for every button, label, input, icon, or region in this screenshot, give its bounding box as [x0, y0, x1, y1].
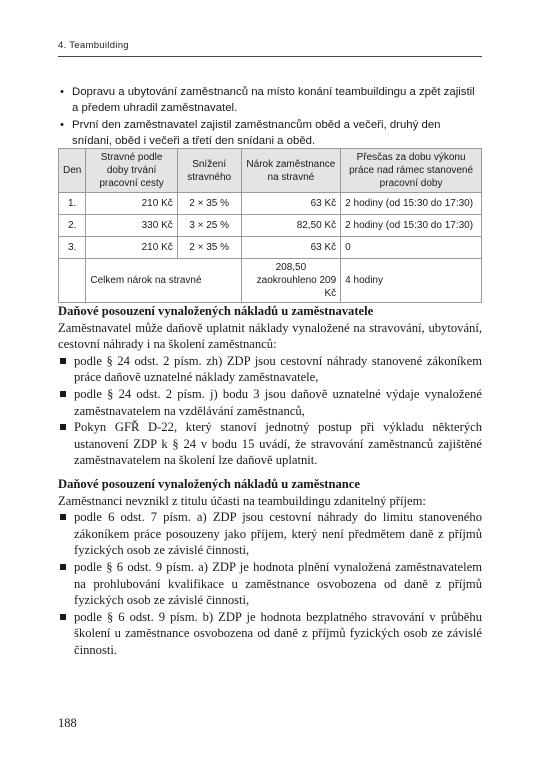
- table-row: [59, 215, 482, 237]
- section-list: [58, 353, 482, 469]
- cell-entitlement: 63 Kč: [241, 237, 341, 259]
- cell-entitlement: 63 Kč: [241, 193, 341, 215]
- cell-total-overtime: 4 hodiny: [341, 259, 482, 303]
- cell-overtime: 0: [341, 237, 482, 259]
- square-bullet-icon: [60, 358, 66, 364]
- cell-day: 1.: [59, 193, 86, 215]
- intro-bullet-list: [58, 84, 482, 150]
- table-header-row: [59, 149, 482, 193]
- column-header-day: Den: [59, 149, 86, 193]
- meal-allowance-table: [58, 148, 482, 303]
- intro-bullet-item: • Dopravu a ubytování zaměstnanců na místo konání teambuildingu a zpět zajistil a předem uhradil zaměstnavatel.: [60, 86, 475, 114]
- column-header-entitlement: Nárok zaměstnance na stravné: [241, 149, 341, 193]
- employee-section: [58, 476, 482, 659]
- running-head: 4. Teambuilding: [58, 40, 129, 51]
- cell-day: 3.: [59, 237, 86, 259]
- section-intro: Zaměstnanci nevznikl z titulu účasti na teambuildingu zdanitelný příjem:: [58, 493, 426, 508]
- square-bullet-icon: [60, 514, 66, 520]
- list-item: podle § 24 odst. 2 písm. j) bodu 3 jsou daňově uznatelné výdaje vynaložené zaměstnavatelem na vzdělávání zaměstnanců,: [58, 386, 482, 419]
- cell-total-label: Celkem nárok na stravné: [86, 259, 241, 303]
- table-row: [59, 193, 482, 215]
- cell-allowance: 330 Kč: [86, 215, 177, 237]
- column-header-allowance: Stravné podle doby trvání pracovní cesty: [86, 149, 177, 193]
- cell-overtime: 2 hodiny (od 15:30 do 17:30): [341, 193, 482, 215]
- section-list: [58, 509, 482, 658]
- list-item: podle § 24 odst. 2 písm. zh) ZDP jsou cestovní náhrady stanovené zákoníkem práce daňově uznatelné náklady zaměstnavatele,: [58, 353, 482, 386]
- employer-section: [58, 303, 482, 469]
- cell-reduction: 2 × 35 %: [177, 193, 241, 215]
- intro-bullet-item: • První den zaměstnavatel zajistil zaměstnancům oběd a večeři, druhý den snídani, oběd i večeři a třetí den snídani a oběd.: [60, 119, 441, 147]
- square-bullet-icon: [60, 424, 66, 430]
- cell-reduction: 3 × 25 %: [177, 215, 241, 237]
- section-heading: Daňové posouzení vynaložených nákladů u zaměstnance: [58, 477, 360, 491]
- cell-entitlement: 82,50 Kč: [241, 215, 341, 237]
- cell-reduction: 2 × 35 %: [177, 237, 241, 259]
- square-bullet-icon: [60, 391, 66, 397]
- cell-overtime: 2 hodiny (od 15:30 do 17:30): [341, 215, 482, 237]
- table-row: [59, 237, 482, 259]
- list-item: Pokyn GFŘ D-22, který stanoví jednotný postup při výkladu některých ustanovení ZDP k § 24 v bodu 15 uvádí, že stravování zaměstnanců zajištěné zaměstnavatelem na školení lze daňově uplatnit.: [58, 419, 482, 469]
- total-rounded: zaokrouhleno 209 Kč: [256, 275, 337, 299]
- cell-allowance: 210 Kč: [86, 237, 177, 259]
- page-number: 188: [58, 716, 77, 730]
- header-rule: [58, 56, 482, 57]
- list-item: podle 6 odst. 7 písm. a) ZDP jsou cestovní náhrady do limitu stanoveného zákoníkem práce posouzeny jako příjem, který není předmětem daně z příjmů fyzických osob ze závislé činnosti,: [58, 509, 482, 559]
- list-item: podle § 6 odst. 9 písm. b) ZDP je hodnota bezplatného stravování v průběhu školení u zaměstnance osvobozena od daně z příjmů fyzických osob ze závislé činnosti.: [58, 609, 482, 659]
- section-heading: Daňové posouzení vynaložených nákladů u zaměstnavatele: [58, 304, 374, 318]
- cell-total-value: [241, 259, 341, 303]
- square-bullet-icon: [60, 614, 66, 620]
- total-value: 208,50: [275, 262, 307, 273]
- list-item: podle § 6 odst. 9 písm. a) ZDP je hodnota plnění vynaložená zaměstnavatelem na prohlubování kvalifikace u zaměstnance osvobozena od daně z příjmů fyzických osob ze závislé činnosti,: [58, 559, 482, 609]
- column-header-overtime: Přesčas za dobu výkonu práce nad rámec stanovené pracovní doby: [341, 149, 482, 193]
- table-total-row: [59, 259, 482, 303]
- bullet-dot-icon: •: [60, 86, 64, 98]
- bullet-dot-icon: •: [60, 119, 64, 131]
- cell-day: 2.: [59, 215, 86, 237]
- square-bullet-icon: [60, 564, 66, 570]
- cell-empty: [59, 259, 86, 303]
- cell-allowance: 210 Kč: [86, 193, 177, 215]
- section-intro: Zaměstnavatel může daňově uplatnit náklady vynaložené na stravování, ubytování, cestovní náhrady i na školení zaměstnanců:: [58, 320, 482, 352]
- column-header-reduction: Snížení stravného: [177, 149, 241, 193]
